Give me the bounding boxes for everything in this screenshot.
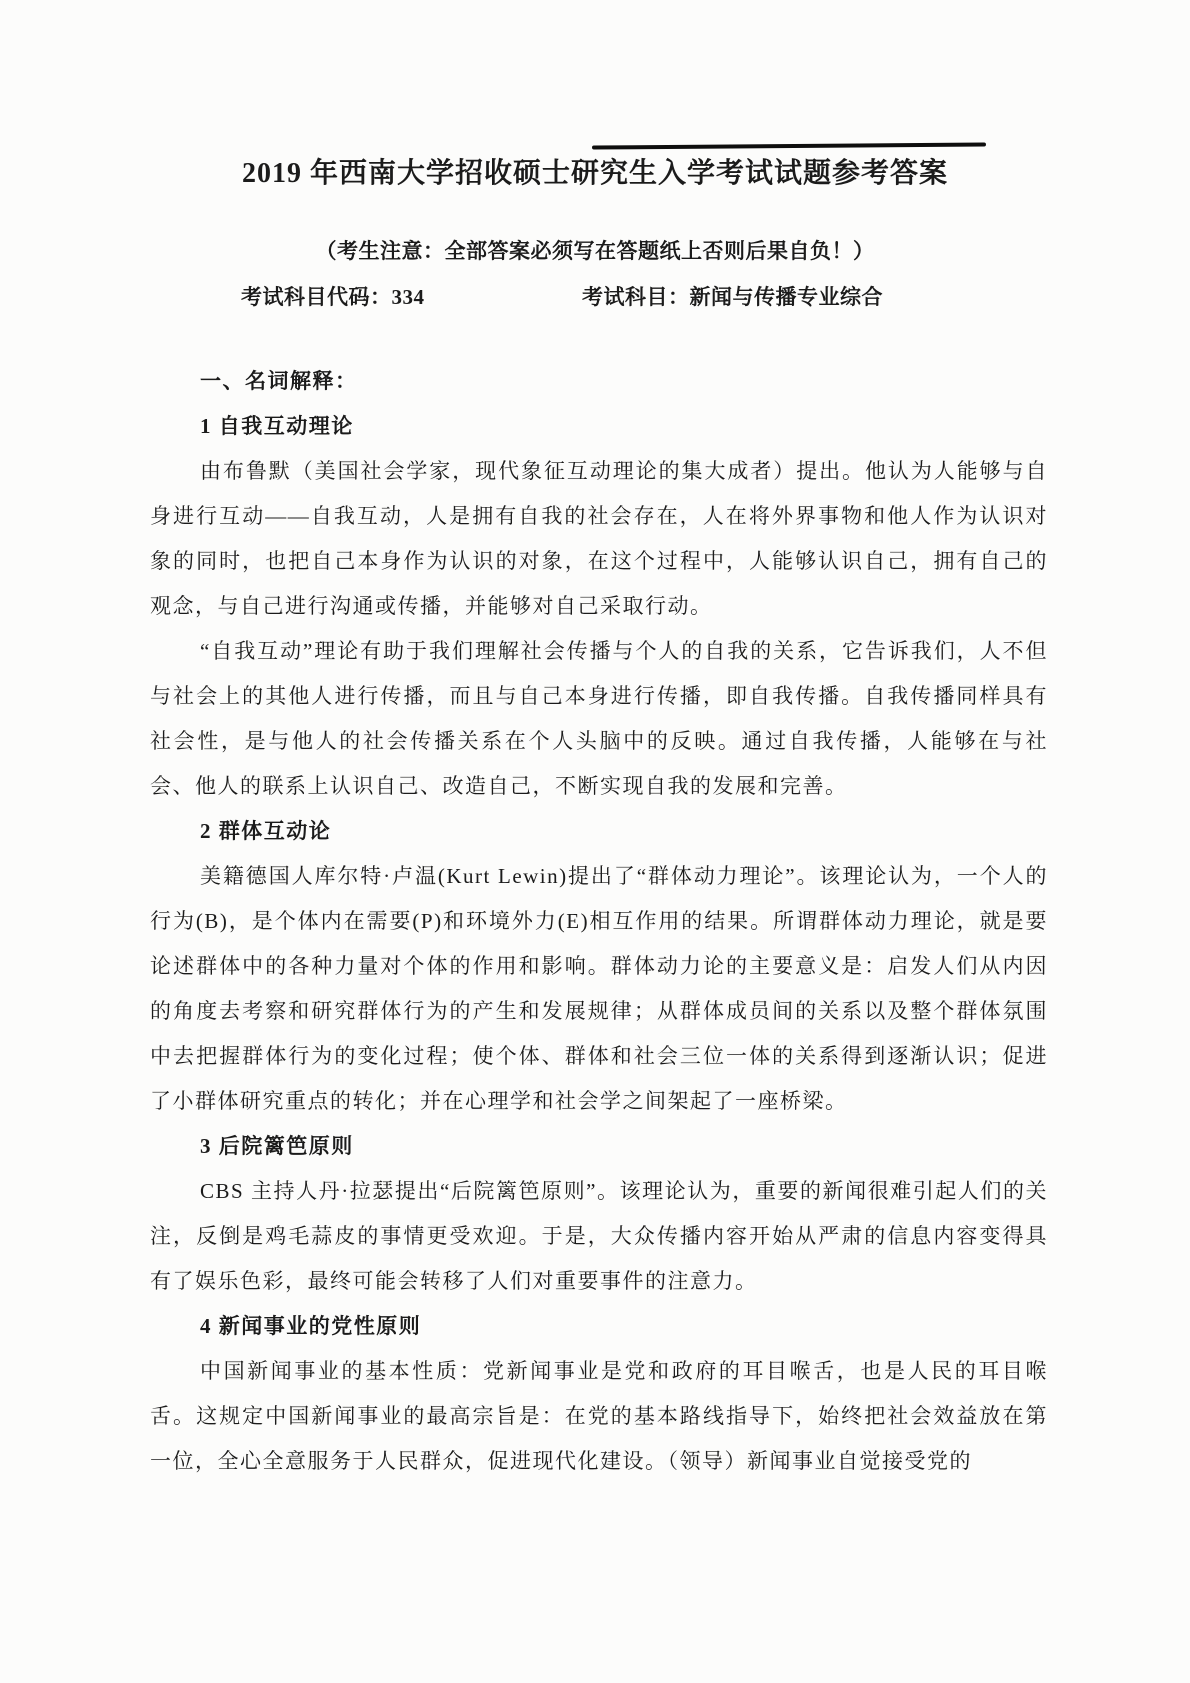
item-1-paragraph-1: 由布鲁默（美国社会学家，现代象征互动理论的集大成者）提出。他认为人能够与自身进行互动——自我互动，人是拥有自我的社会存在，人在将外界事物和他人作为认识对象的同时，也把自己本身作为认识的对象，在这个过程中，人能够认识自己，拥有自己的观念，与自己进行沟通或传播，并能够对自己采取行动。	[150, 459, 1048, 618]
item-4-heading: 4 新闻事业的党性原则	[200, 1314, 422, 1338]
section-heading-noun-definitions: 一、名词解释：	[200, 369, 358, 393]
answer-content	[150, 359, 1048, 1484]
page-title: 2019 年西南大学招收硕士研究生入学考试试题参考答案	[241, 158, 948, 189]
candidate-notice: （考生注意：全部答案必须写在答题纸上否则后果自负！）	[315, 239, 875, 263]
item-3-heading: 3 后院篱笆原则	[200, 1134, 354, 1158]
item-3-paragraph-1: CBS 主持人丹·拉瑟提出“后院篱笆原则”。该理论认为，重要的新闻很难引起人们的关注，反倒是鸡毛蒜皮的事情更受欢迎。于是，大众传播内容开始从严肃的信息内容变得具有了娱乐色彩，最终可能会转移了人们对重要事件的注意力。	[150, 1179, 1048, 1293]
subject-code-label: 考试科目代码：334	[241, 285, 425, 309]
item-1-heading: 1 自我互动理论	[200, 414, 354, 438]
item-4-paragraph-1: 中国新闻事业的基本性质：党新闻事业是党和政府的耳目喉舌，也是人民的耳目喉舌。这规定中国新闻事业的最高宗旨是：在党的基本路线指导下，始终把社会效益放在第一位，全心全意服务于人民群众，促进现代化建设。（领导）新闻事业自觉接受党的	[150, 1359, 1048, 1473]
item-2-heading: 2 群体互动论	[200, 819, 332, 843]
subject-name-label: 考试科目：新闻与传播专业综合	[582, 285, 883, 309]
subject-info-row	[241, 283, 1190, 311]
item-1-paragraph-2: “自我互动”理论有助于我们理解社会传播与个人的自我的关系，它告诉我们，人不但与社会上的其他人进行传播，而且与自己本身进行传播，即自我传播。自我传播同样具有社会性，是与他人的社会传播关系在个人头脑中的反映。通过自我传播，人能够在与社会、他人的联系上认识自己、改造自己，不断实现自我的发展和完善。	[150, 639, 1048, 798]
item-2-paragraph-1: 美籍德国人库尔特·卢温(Kurt Lewin)提出了“群体动力理论”。该理论认为，一个人的行为(B)，是个体内在需要(P)和环境外力(E)相互作用的结果。所谓群体动力理论，就是要论述群体中的各种力量对个体的作用和影响。群体动力论的主要意义是：启发人们从内因的角度去考察和研究群体行为的产生和发展规律；从群体成员间的关系以及整个群体氛围中去把握群体行为的变化过程；使个体、群体和社会三位一体的关系得到逐渐认识；促进了小群体研究重点的转化；并在心理学和社会学之间架起了一座桥梁。	[150, 864, 1048, 1113]
